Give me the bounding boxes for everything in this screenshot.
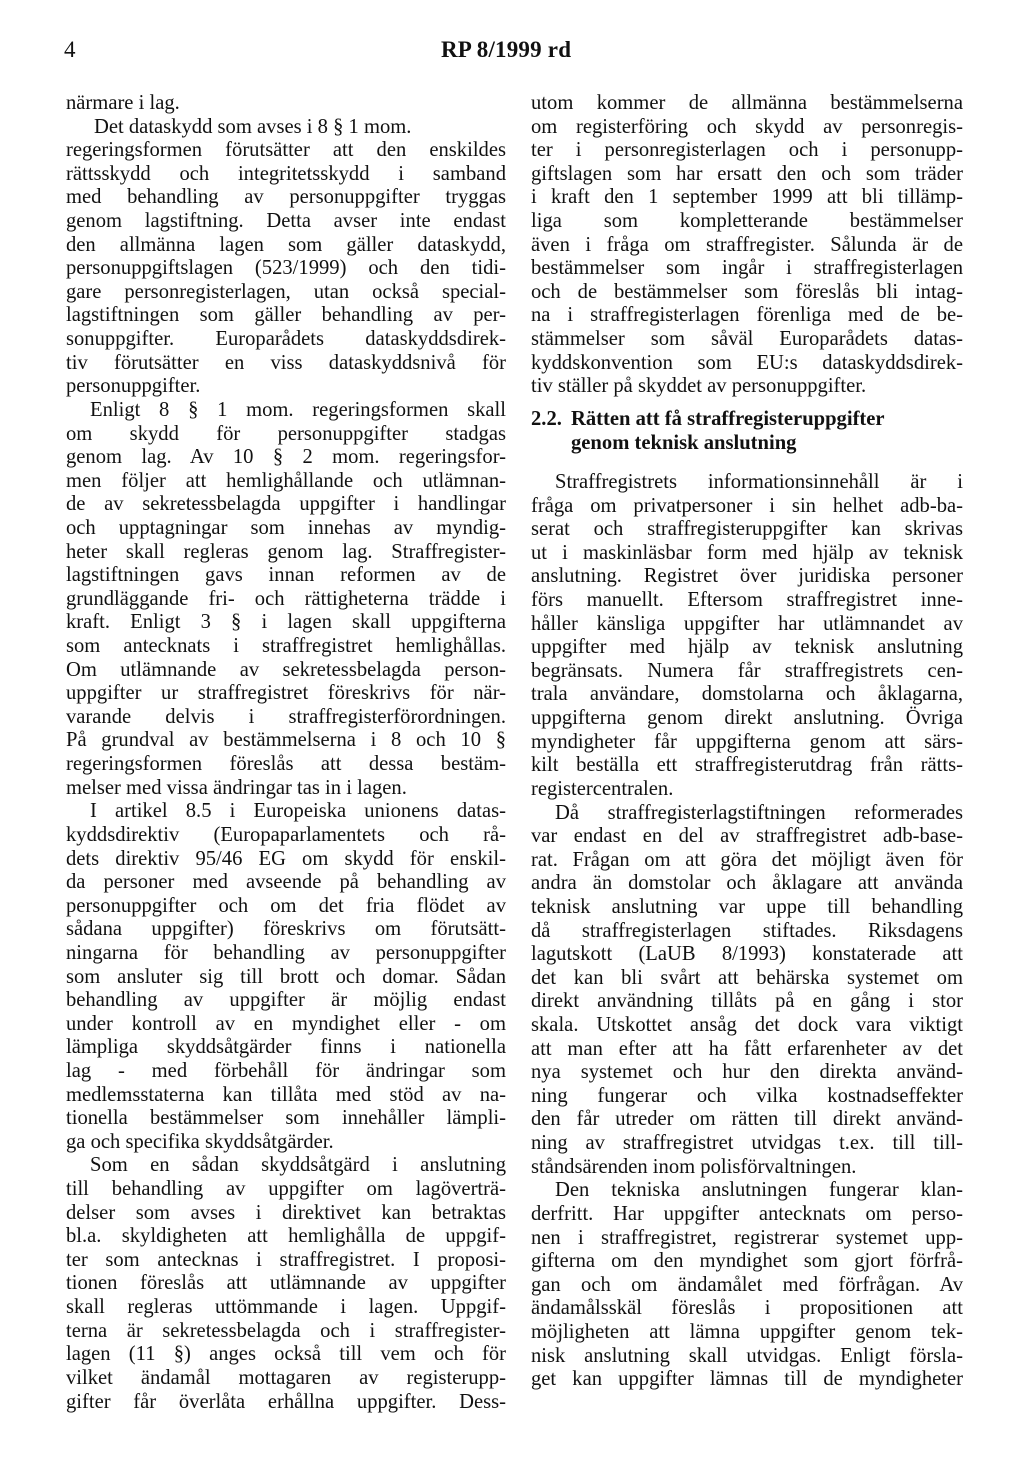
text-line: om registerföring och skydd av personregis- bbox=[531, 115, 963, 138]
text-line: lagstiftningen gavs innan reformen av de bbox=[66, 564, 506, 587]
text-line: liga som kompletterande bestämmelser bbox=[531, 210, 963, 233]
text-line: tionen föreslås att utlämnande av uppgifter bbox=[66, 1272, 506, 1295]
left-column bbox=[66, 92, 506, 1414]
text-line: I artikel 8.5 i Europeiska unionens datas- bbox=[90, 800, 506, 823]
text-line: nen i straffregistret, registrerar systemet upp- bbox=[531, 1226, 963, 1249]
section-title-line-2: genom teknisk anslutning bbox=[571, 431, 797, 454]
running-head: RP 8/1999 rd bbox=[441, 37, 572, 62]
text-line: skala. Utskottet ansåg det dock vara viktigt bbox=[531, 1014, 963, 1037]
text-line: sådana uppgifter) föreskrivs om förutsätt- bbox=[66, 918, 506, 941]
text-line: fråga om privatpersoner i sin helhet adb-ba- bbox=[531, 494, 963, 517]
text-line: trala användare, domstolarna och åklagarna, bbox=[531, 683, 963, 706]
text-line: gifterna om den myndighet som gjort förfrå- bbox=[531, 1250, 963, 1273]
text-line: det kan bli svårt att behärska systemet om bbox=[531, 966, 963, 989]
text-line: då straffregisterlagen stiftades. Riksdagens bbox=[531, 919, 963, 942]
text-line: stämmelser som såväl Europarådets datas- bbox=[531, 328, 963, 351]
text-line: registercentralen. bbox=[531, 777, 674, 800]
text-line: dets direktiv 95/46 EG om skydd för enskil- bbox=[66, 847, 506, 870]
text-line: da personer med avseende på behandling av bbox=[66, 871, 506, 894]
section-heading-line-1 bbox=[531, 408, 963, 432]
text-line: regeringsformen förutsätter att den enskildes bbox=[66, 139, 506, 162]
text-line: rat. Frågan om att göra det möjligt även för bbox=[531, 848, 963, 871]
text-line: ningarna för behandling av personuppgifter bbox=[66, 941, 506, 964]
text-line: ning av straffregistret utvidgas t.ex. till till- bbox=[531, 1132, 963, 1155]
text-line: uppgifterna genom direkt anslutning. Övriga bbox=[531, 707, 963, 730]
text-line: tiv ställer på skyddet av personuppgifter. bbox=[531, 375, 867, 398]
text-line: melser med vissa ändringar tas in i lagen. bbox=[66, 776, 407, 799]
text-line: Det dataskydd som avses i 8 § 1 mom. bbox=[94, 115, 412, 138]
text-line: sonuppgifter. Europarådets dataskyddsdirek- bbox=[66, 328, 506, 351]
text-line: uppgifter med hjälp av teknisk anslutning bbox=[531, 636, 963, 659]
text-line: den allmänna lagen som gäller dataskydd, bbox=[66, 233, 506, 256]
text-line: den får utreder om rätten till direkt använd- bbox=[531, 1108, 963, 1131]
section-title-line-1: Rätten att få straffregisteruppgifter bbox=[571, 408, 885, 430]
text-line: under kontroll av en myndighet eller - om bbox=[66, 1012, 506, 1035]
text-line: men följer att hemlighållande och utlämnan- bbox=[66, 469, 506, 492]
text-line: ut i maskinläsbar form med hjälp av teknisk bbox=[531, 541, 963, 564]
text-line: gare personregisterlagen, utan också special- bbox=[66, 280, 506, 303]
text-line: lämpliga skyddsåtgärder finns i nationella bbox=[66, 1036, 506, 1059]
text-line: giftslagen som har ersatt den och som träder bbox=[531, 162, 963, 185]
text-line: heter skall regleras genom lag. Straffregister- bbox=[66, 540, 506, 563]
text-line: Som en sådan skyddsåtgärd i anslutning bbox=[90, 1154, 506, 1177]
text-line: rättsskydd och integritetsskydd i samband bbox=[66, 162, 506, 185]
text-line: kraft. Enligt 3 § i lagen skall uppgifterna bbox=[66, 611, 506, 634]
text-line: ter som antecknas i straffregistret. I proposi- bbox=[66, 1248, 506, 1271]
text-line: utom kommer de allmänna bestämmelserna bbox=[531, 92, 963, 114]
text-line: med behandling av personuppgifter tryggas bbox=[66, 186, 506, 209]
text-line: lag - med förbehåll för ändringar som bbox=[66, 1059, 506, 1082]
text-line: möjligheten att lämna uppgifter genom tek- bbox=[531, 1320, 963, 1343]
text-line: Enligt 8 § 1 mom. regeringsformen skall bbox=[90, 398, 506, 421]
text-line: nisk anslutning skall utvidgas. Enligt försla- bbox=[531, 1344, 963, 1367]
text-line: genom lagstiftning. Detta avser inte endast bbox=[66, 210, 506, 233]
text-line: na i straffregisterlagen förenliga med de be- bbox=[531, 304, 963, 327]
text-line: gan och om ändamålet med förfrågan. Av bbox=[531, 1273, 963, 1296]
text-line: terna är sekretessbelagda och i straffregister- bbox=[66, 1319, 506, 1342]
text-line: bl.a. skyldigheten att hemlighålla de uppgif- bbox=[66, 1225, 506, 1248]
text-line: och de bestämmelser som föreslås bli intag- bbox=[531, 280, 963, 303]
text-line: lagutskott (LaUB 8/1993) konstaterade att bbox=[531, 943, 963, 966]
text-line: genom lag. Av 10 § 2 mom. regeringsfor- bbox=[66, 446, 506, 469]
section-number: 2.2. bbox=[531, 408, 562, 430]
text-line: kilt beställa ett straffregisterutdrag från rätts- bbox=[531, 754, 963, 777]
text-line: ning fungerar och vilka kostnadseffekter bbox=[531, 1084, 963, 1107]
text-line: serat och straffregisteruppgifter kan skrivas bbox=[531, 518, 963, 541]
text-line: teknisk anslutning var uppe till behandling bbox=[531, 895, 963, 918]
text-line: håller känsliga uppgifter har utlämnandet av bbox=[531, 612, 963, 635]
text-line: var endast en del av straffregistret adb-base- bbox=[531, 825, 963, 848]
text-line: medlemsstaterna kan tillåta med stöd av na- bbox=[66, 1083, 506, 1106]
text-line: personuppgifter. bbox=[66, 375, 201, 398]
text-line: som ansluter sig till brott och domar. Sådan bbox=[66, 965, 506, 988]
section-heading bbox=[531, 408, 963, 455]
text-line: Den tekniska anslutningen fungerar klan- bbox=[555, 1179, 963, 1202]
text-line: lagstiftningen som gäller behandling av per- bbox=[66, 304, 506, 327]
text-line: På grundval av bestämmelserna i 8 och 10 § bbox=[66, 729, 506, 752]
page-number: 4 bbox=[64, 37, 76, 62]
text-line: personuppgiftslagen (523/1999) och den tidi- bbox=[66, 257, 506, 280]
text-line: till behandling av uppgifter om lagöverträ- bbox=[66, 1178, 506, 1201]
text-line: Om utlämnande av sekretessbelagda person- bbox=[66, 658, 506, 681]
text-line: skall regleras uttömmande i lagen. Uppgif- bbox=[66, 1296, 506, 1319]
text-line: vilket ändamål mottagaren av registerupp- bbox=[66, 1366, 506, 1389]
text-line: direkt användning tillåts på en gång i stor bbox=[531, 990, 963, 1013]
text-line: delser som avses i direktivet kan betraktas bbox=[66, 1201, 506, 1224]
right-column-bottom bbox=[531, 471, 963, 1392]
text-line: bestämmelser som ingår i straffregisterlagen bbox=[531, 257, 963, 280]
text-line: ter i personregisterlagen och i personupp- bbox=[531, 139, 963, 162]
text-line: Då straffregisterlagstiftningen reformerades bbox=[555, 801, 963, 824]
text-line: närmare i lag. bbox=[66, 92, 180, 114]
text-line: kyddsdirektiv (Europaparlamentets och rå- bbox=[66, 823, 506, 846]
text-line: varande delvis i straffregisterförordningen. bbox=[66, 705, 506, 728]
text-line: andra än domstolar och åklagare att använda bbox=[531, 872, 963, 895]
text-line: gifter får överlåta erhållna uppgifter. Dess- bbox=[66, 1390, 506, 1413]
text-line: behandling av uppgifter är möjlig endast bbox=[66, 989, 506, 1012]
text-line: i kraft den 1 september 1999 att bli tillämp- bbox=[531, 186, 963, 209]
text-line: ståndsärenden inom polisförvaltningen. bbox=[531, 1155, 857, 1178]
text-line: tiv förutsätter en viss dataskyddsnivå för bbox=[66, 351, 506, 374]
text-line: även i fråga om straffregister. Sålunda är de bbox=[531, 233, 963, 256]
text-line: ändamålsskäl föreslås i propositionen att bbox=[531, 1297, 963, 1320]
text-line: begränsats. Numera får straffregistrets cen- bbox=[531, 659, 963, 682]
text-line: myndigheter får uppgifterna genom att särs- bbox=[531, 730, 963, 753]
text-line: derfritt. Har uppgifter antecknats om perso- bbox=[531, 1202, 963, 1225]
text-line: de av sekretessbelagda uppgifter i handlingar bbox=[66, 493, 506, 516]
text-line: regeringsformen föreslås att dessa bestäm- bbox=[66, 753, 506, 776]
text-line: kyddskonvention som EU:s dataskyddsdirek- bbox=[531, 351, 963, 374]
text-line: att man efter att ha fått erfarenheter av det bbox=[531, 1037, 963, 1060]
text-line: lagen (11 §) anges också till vem och för bbox=[66, 1343, 506, 1366]
text-line: grundläggande fri- och rättigheterna trädde i bbox=[66, 587, 506, 610]
text-line: och upptagningar som innehas av myndig- bbox=[66, 516, 506, 539]
text-line: som antecknats i straffregistret hemlighållas. bbox=[66, 635, 506, 658]
text-line: ga och specifika skyddsåtgärder. bbox=[66, 1130, 334, 1153]
text-line: get kan uppgifter lämnas till de myndigheter bbox=[531, 1368, 963, 1391]
text-line: förs manuellt. Eftersom straffregistret inne- bbox=[531, 589, 963, 612]
text-line: Straffregistrets informationsinnehåll är i bbox=[555, 471, 963, 493]
right-column-top bbox=[531, 92, 963, 399]
text-line: anslutning. Registret över juridiska personer bbox=[531, 565, 963, 588]
text-line: om skydd för personuppgifter stadgas bbox=[66, 422, 506, 445]
text-line: nya systemet och hur den direkta använd- bbox=[531, 1061, 963, 1084]
text-line: personuppgifter och om det fria flödet av bbox=[66, 894, 506, 917]
text-line: tionella bestämmelser som innehåller lämpli- bbox=[66, 1107, 506, 1130]
text-line: uppgifter ur straffregistret föreskrivs för när- bbox=[66, 682, 506, 705]
